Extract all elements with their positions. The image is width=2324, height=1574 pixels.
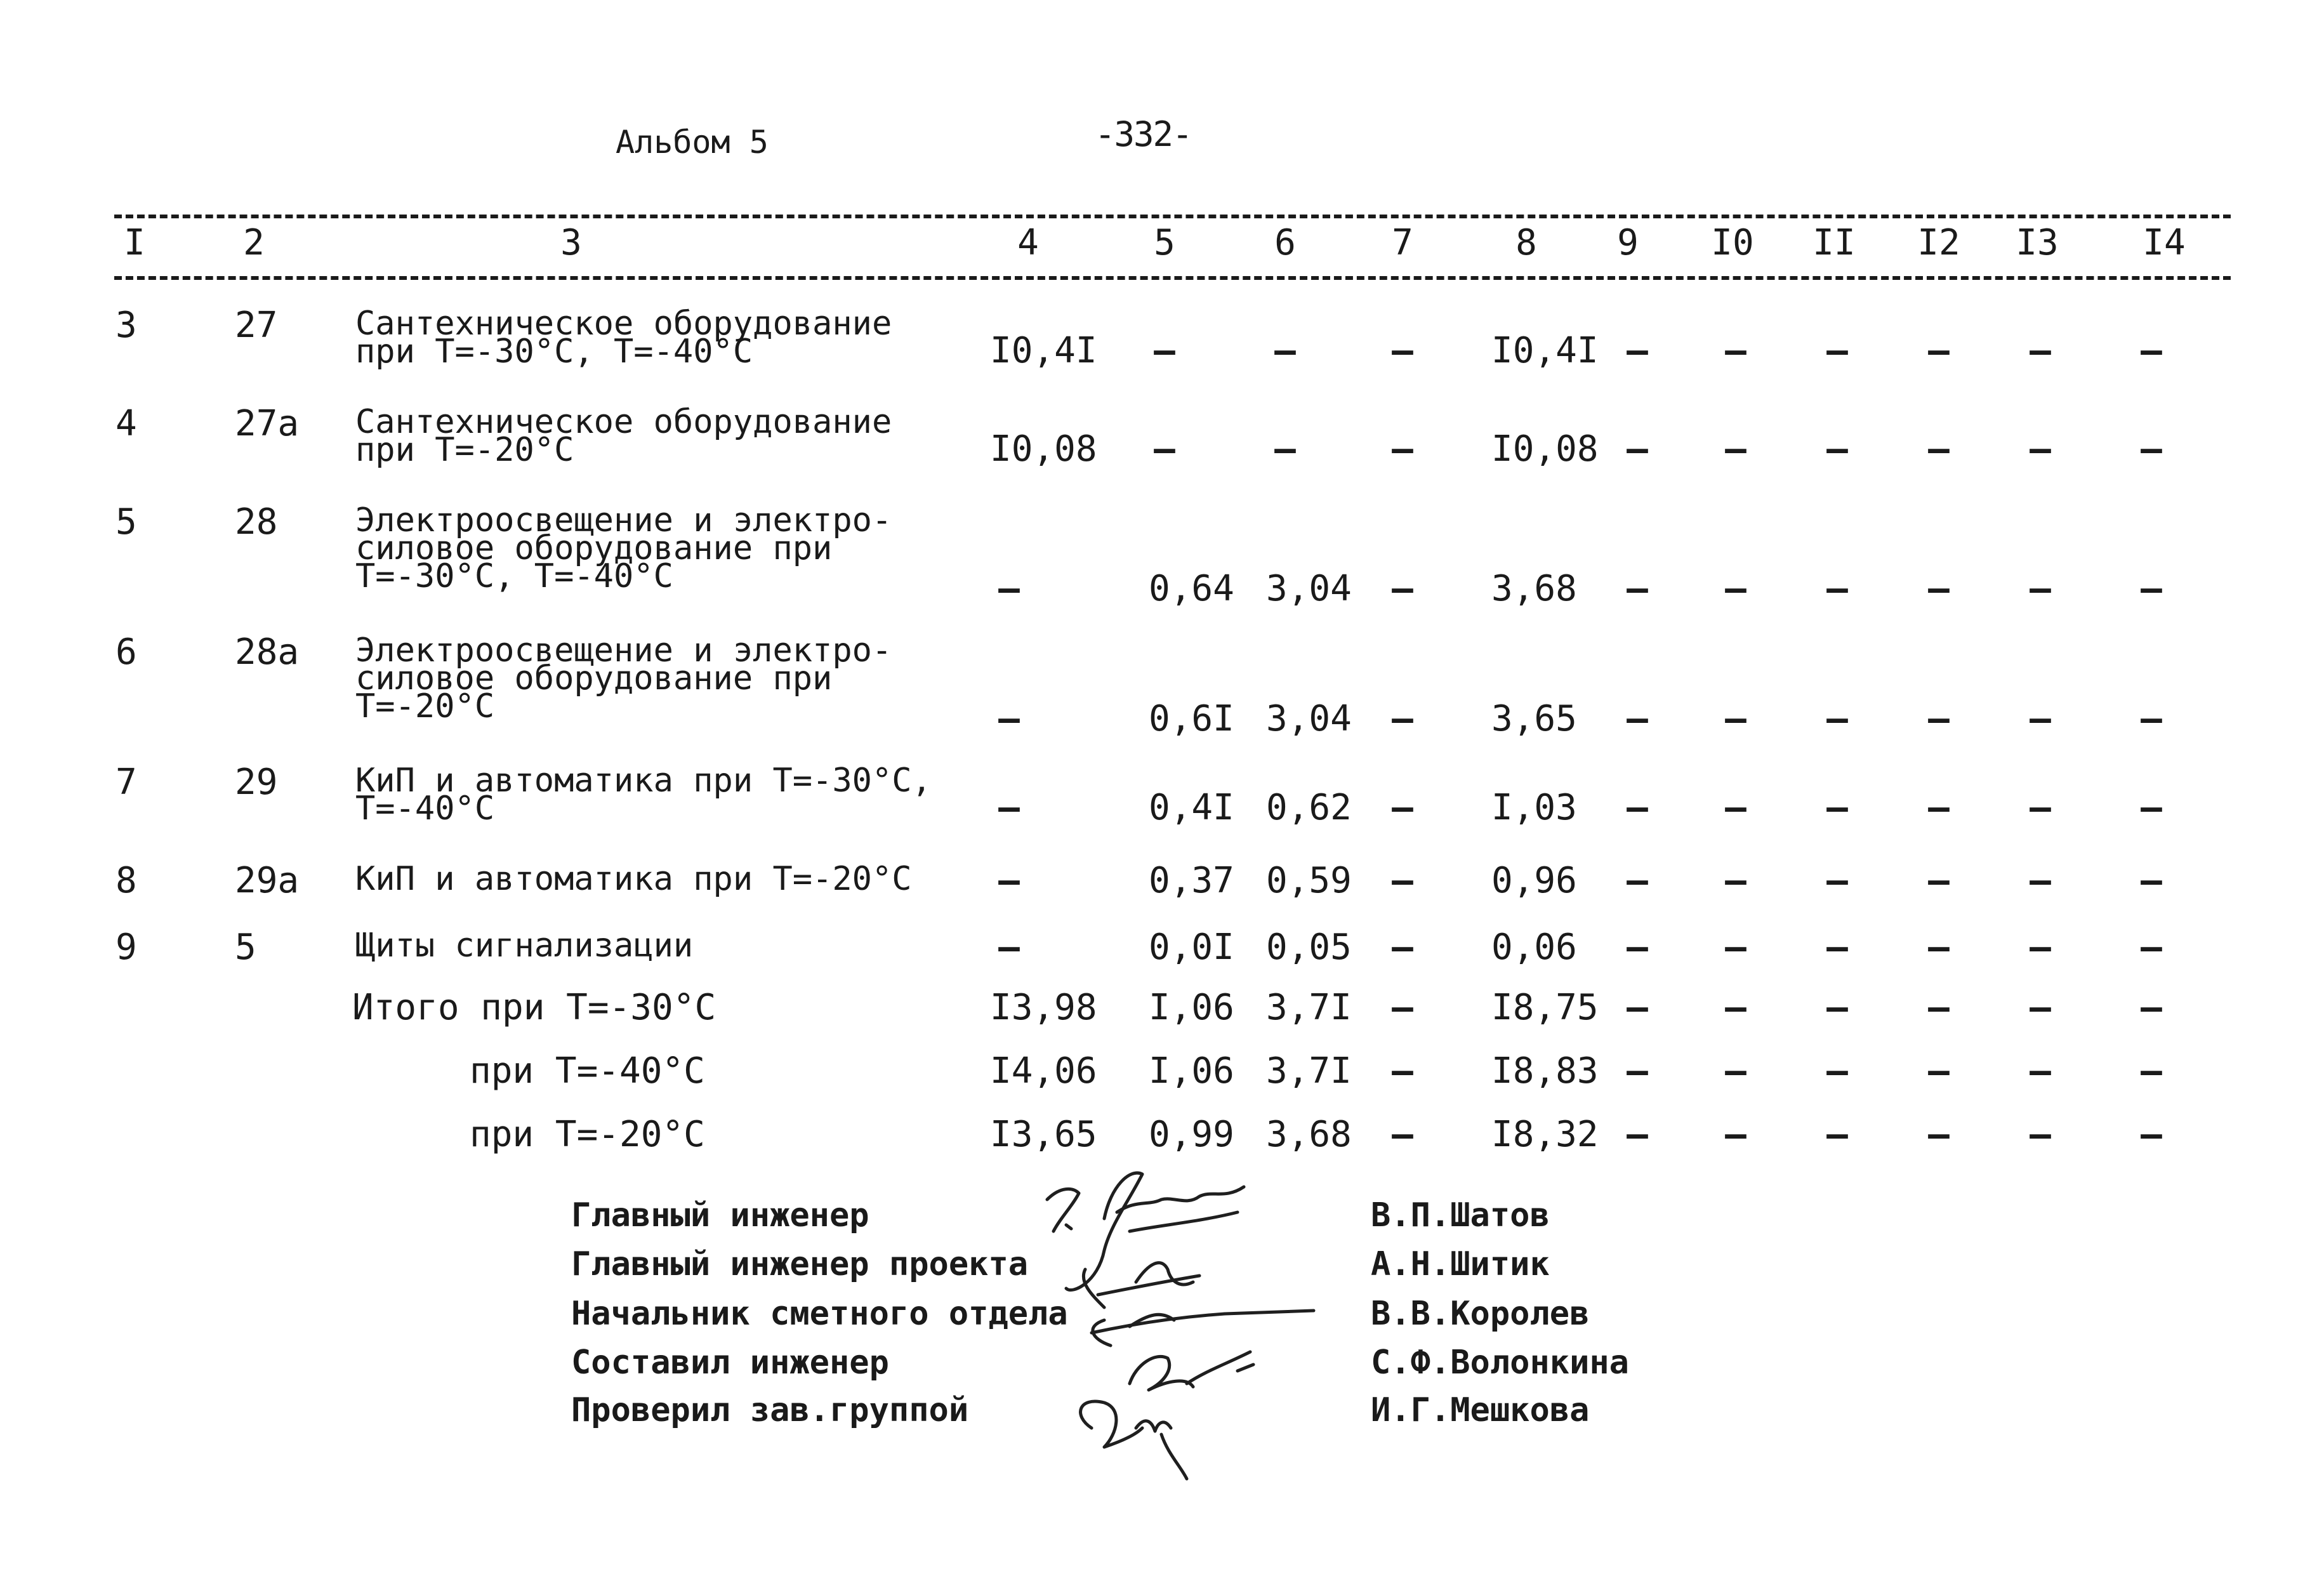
cell-c5: 0,6I xyxy=(1149,698,1234,739)
cell-c8: I8,32 xyxy=(1491,1114,1599,1155)
cell-c6: 3,68 xyxy=(1266,1114,1352,1155)
cell-empty: – xyxy=(1725,860,1746,901)
column-header-5: 5 xyxy=(1154,222,1175,263)
row-number: 7 xyxy=(116,762,137,803)
cell-empty: – xyxy=(1928,568,1950,609)
column-header-1: I xyxy=(124,222,145,263)
cell-c8: I8,75 xyxy=(1491,987,1599,1028)
cell-c8: 0,06 xyxy=(1491,927,1577,968)
page-number: -332- xyxy=(1095,114,1192,154)
cell-empty: – xyxy=(1725,698,1746,739)
column-header-8: 8 xyxy=(1515,222,1537,263)
signatory-name: В.В.Королев xyxy=(1371,1295,1590,1333)
cell-empty: – xyxy=(2030,860,2051,901)
cell-c5: I,06 xyxy=(1149,987,1234,1028)
column-header-3: 3 xyxy=(560,222,582,263)
item-description xyxy=(355,927,694,965)
signatory-name: А.Н.Шитик xyxy=(1371,1245,1550,1283)
cell-empty: – xyxy=(2030,787,2051,828)
album-label: Альбом 5 xyxy=(616,124,769,161)
cell-empty: – xyxy=(2141,860,2162,901)
signatory-name: И.Г.Мешкова xyxy=(1371,1391,1590,1429)
cell-c7: – xyxy=(1392,927,1413,968)
cell-c8: 3,65 xyxy=(1491,698,1577,739)
cell-c4: – xyxy=(998,698,1020,739)
cell-c6: 3,04 xyxy=(1266,568,1352,609)
cell-empty: – xyxy=(2030,1114,2051,1155)
cell-c4: I3,65 xyxy=(990,1114,1097,1155)
position-number: 27а xyxy=(235,403,300,444)
cell-empty: – xyxy=(1725,927,1746,968)
cell-empty: – xyxy=(2030,330,2051,371)
cell-empty: – xyxy=(1627,698,1648,739)
row-number: 9 xyxy=(116,927,137,968)
cell-c5: – xyxy=(1154,428,1175,470)
cell-c6: – xyxy=(1274,428,1296,470)
cell-c7: – xyxy=(1392,987,1413,1028)
cell-c5: I,06 xyxy=(1149,1050,1234,1092)
description-line: Т=-30°С, Т=-40°С xyxy=(355,557,673,595)
cell-c5: 0,99 xyxy=(1149,1114,1234,1155)
handwritten-signatures xyxy=(1034,1161,1364,1491)
cell-empty: – xyxy=(2141,330,2162,371)
description-line: КиП и автоматика при Т=-30°С, xyxy=(355,762,932,800)
cell-c8: I0,08 xyxy=(1491,428,1599,470)
cell-c4: I3,98 xyxy=(990,987,1097,1028)
cell-empty: – xyxy=(2141,987,2162,1028)
cell-c6: 3,04 xyxy=(1266,698,1352,739)
cell-empty: – xyxy=(1928,927,1950,968)
signatory-name: С.Ф.Волонкина xyxy=(1371,1344,1629,1382)
cell-c5: 0,0I xyxy=(1149,927,1234,968)
item-description xyxy=(355,632,892,725)
description-line: Т=-40°С xyxy=(355,790,495,828)
cell-empty: – xyxy=(1627,1050,1648,1092)
cell-empty: – xyxy=(1928,428,1950,470)
item-description xyxy=(355,501,892,595)
table-header-rule xyxy=(114,276,2231,280)
description-line: силовое оборудование при xyxy=(355,659,833,698)
cell-c6: 0,05 xyxy=(1266,927,1352,968)
cell-empty: – xyxy=(1928,987,1950,1028)
cell-empty: – xyxy=(1627,568,1648,609)
position-number: 29 xyxy=(235,762,278,803)
cell-empty: – xyxy=(2141,428,2162,470)
cell-empty: – xyxy=(1826,787,1848,828)
position-number: 29а xyxy=(235,860,300,901)
cell-empty: – xyxy=(2030,1050,2051,1092)
signatory-name: В.П.Шатов xyxy=(1371,1196,1550,1234)
cell-empty: – xyxy=(2141,787,2162,828)
column-header-2: 2 xyxy=(243,222,265,263)
cell-c8: I0,4I xyxy=(1491,330,1599,371)
cell-empty: – xyxy=(1826,860,1848,901)
cell-c7: – xyxy=(1392,568,1413,609)
description-line: Сантехническое оборудование xyxy=(355,403,892,441)
description-line: КиП и автоматика при Т=-20°С xyxy=(355,860,912,898)
cell-empty: – xyxy=(2141,698,2162,739)
description-line: при Т=-30°С, Т=-40°С xyxy=(355,333,753,371)
column-header-4: 4 xyxy=(1017,222,1039,263)
table-top-rule xyxy=(114,215,2231,218)
cell-empty: – xyxy=(1725,1114,1746,1155)
cell-empty: – xyxy=(1725,1050,1746,1092)
item-description xyxy=(355,403,892,469)
cell-empty: – xyxy=(1826,987,1848,1028)
signatory-title: Начальник сметного отдела xyxy=(571,1295,1068,1333)
cell-c7: – xyxy=(1392,1050,1413,1092)
cell-empty: – xyxy=(1627,987,1648,1028)
cell-c7: – xyxy=(1392,428,1413,470)
cell-empty: – xyxy=(1826,428,1848,470)
column-header-9: 9 xyxy=(1617,222,1639,263)
cell-c7: – xyxy=(1392,698,1413,739)
cell-c8: I8,83 xyxy=(1491,1050,1599,1092)
row-number: 3 xyxy=(116,305,137,346)
cell-empty: – xyxy=(2141,1114,2162,1155)
cell-c8: 0,96 xyxy=(1491,860,1577,901)
cell-empty: – xyxy=(1928,1114,1950,1155)
cell-c8: 3,68 xyxy=(1491,568,1577,609)
row-number: 4 xyxy=(116,403,137,444)
cell-c7: – xyxy=(1392,787,1413,828)
column-header-6: 6 xyxy=(1274,222,1296,263)
cell-c5: 0,4I xyxy=(1149,787,1234,828)
cell-c6: – xyxy=(1274,330,1296,371)
cell-empty: – xyxy=(2030,428,2051,470)
item-description xyxy=(355,305,892,371)
cell-c7: – xyxy=(1392,1114,1413,1155)
cell-empty: – xyxy=(1627,1114,1648,1155)
cell-empty: – xyxy=(1725,330,1746,371)
column-header-12: I2 xyxy=(1917,222,1960,263)
cell-c6: 0,62 xyxy=(1266,787,1352,828)
cell-empty: – xyxy=(1928,787,1950,828)
cell-c4: I0,4I xyxy=(990,330,1097,371)
description-line: Щиты сигнализации xyxy=(355,927,694,965)
cell-empty: – xyxy=(2141,1050,2162,1092)
description-line: Электроосвещение и электро- xyxy=(355,632,892,670)
signatory-title: Составил инженер xyxy=(571,1344,889,1382)
cell-empty: – xyxy=(1627,428,1648,470)
cell-empty: – xyxy=(2030,568,2051,609)
column-header-10: I0 xyxy=(1711,222,1754,263)
cell-empty: – xyxy=(1627,927,1648,968)
item-description xyxy=(355,860,912,898)
description-line: Т=-20°С xyxy=(355,687,495,725)
cell-c4: – xyxy=(998,787,1020,828)
cell-c8: I,03 xyxy=(1491,787,1577,828)
position-number: 28а xyxy=(235,632,300,673)
cell-empty: – xyxy=(1826,1114,1848,1155)
cell-empty: – xyxy=(1826,568,1848,609)
cell-empty: – xyxy=(1928,330,1950,371)
cell-c6: 0,59 xyxy=(1266,860,1352,901)
cell-c6: 3,7I xyxy=(1266,987,1352,1028)
cell-c4: – xyxy=(998,860,1020,901)
cell-c5: 0,37 xyxy=(1149,860,1234,901)
totals-label: при Т=-20°С xyxy=(470,1114,705,1155)
row-number: 8 xyxy=(116,860,137,901)
cell-empty: – xyxy=(1627,330,1648,371)
cell-empty: – xyxy=(1725,428,1746,470)
description-line: Электроосвещение и электро- xyxy=(355,501,892,539)
position-number: 5 xyxy=(235,927,256,968)
position-number: 28 xyxy=(235,501,278,543)
cell-empty: – xyxy=(2141,927,2162,968)
cell-empty: – xyxy=(1627,860,1648,901)
item-description xyxy=(355,762,932,828)
cell-empty: – xyxy=(2030,927,2051,968)
cell-c7: – xyxy=(1392,860,1413,901)
cell-empty: – xyxy=(1826,1050,1848,1092)
cell-empty: – xyxy=(1928,860,1950,901)
cell-c7: – xyxy=(1392,330,1413,371)
cell-empty: – xyxy=(1928,1050,1950,1092)
signatory-title: Проверил зав.группой xyxy=(571,1391,969,1429)
cell-empty: – xyxy=(1725,568,1746,609)
row-number: 6 xyxy=(116,632,137,673)
signatory-title: Главный инженер xyxy=(571,1196,869,1234)
column-header-14: I4 xyxy=(2142,222,2186,263)
column-header-7: 7 xyxy=(1392,222,1413,263)
column-header-13: I3 xyxy=(2016,222,2059,263)
description-line: при Т=-20°С xyxy=(355,431,574,469)
totals-label: Итого при Т=-30°С xyxy=(352,987,716,1028)
cell-empty: – xyxy=(1725,987,1746,1028)
cell-empty: – xyxy=(1627,787,1648,828)
row-number: 5 xyxy=(116,501,137,543)
cell-empty: – xyxy=(1928,698,1950,739)
description-line: силовое оборудование при xyxy=(355,529,833,567)
cell-empty: – xyxy=(1826,330,1848,371)
cell-empty: – xyxy=(2030,987,2051,1028)
signatory-title: Главный инженер проекта xyxy=(571,1245,1029,1283)
position-number: 27 xyxy=(235,305,278,346)
cell-empty: – xyxy=(2141,568,2162,609)
totals-label: при Т=-40°С xyxy=(470,1050,705,1092)
cell-c5: 0,64 xyxy=(1149,568,1234,609)
cell-c5: – xyxy=(1154,330,1175,371)
cell-empty: – xyxy=(1826,927,1848,968)
cell-c4: – xyxy=(998,568,1020,609)
cell-empty: – xyxy=(2030,698,2051,739)
cell-c4: I0,08 xyxy=(990,428,1097,470)
cell-empty: – xyxy=(1826,698,1848,739)
cell-c4: I4,06 xyxy=(990,1050,1097,1092)
cell-c4: – xyxy=(998,927,1020,968)
description-line: Сантехническое оборудование xyxy=(355,305,892,343)
cell-empty: – xyxy=(1725,787,1746,828)
column-header-11: II xyxy=(1812,222,1856,263)
cell-c6: 3,7I xyxy=(1266,1050,1352,1092)
